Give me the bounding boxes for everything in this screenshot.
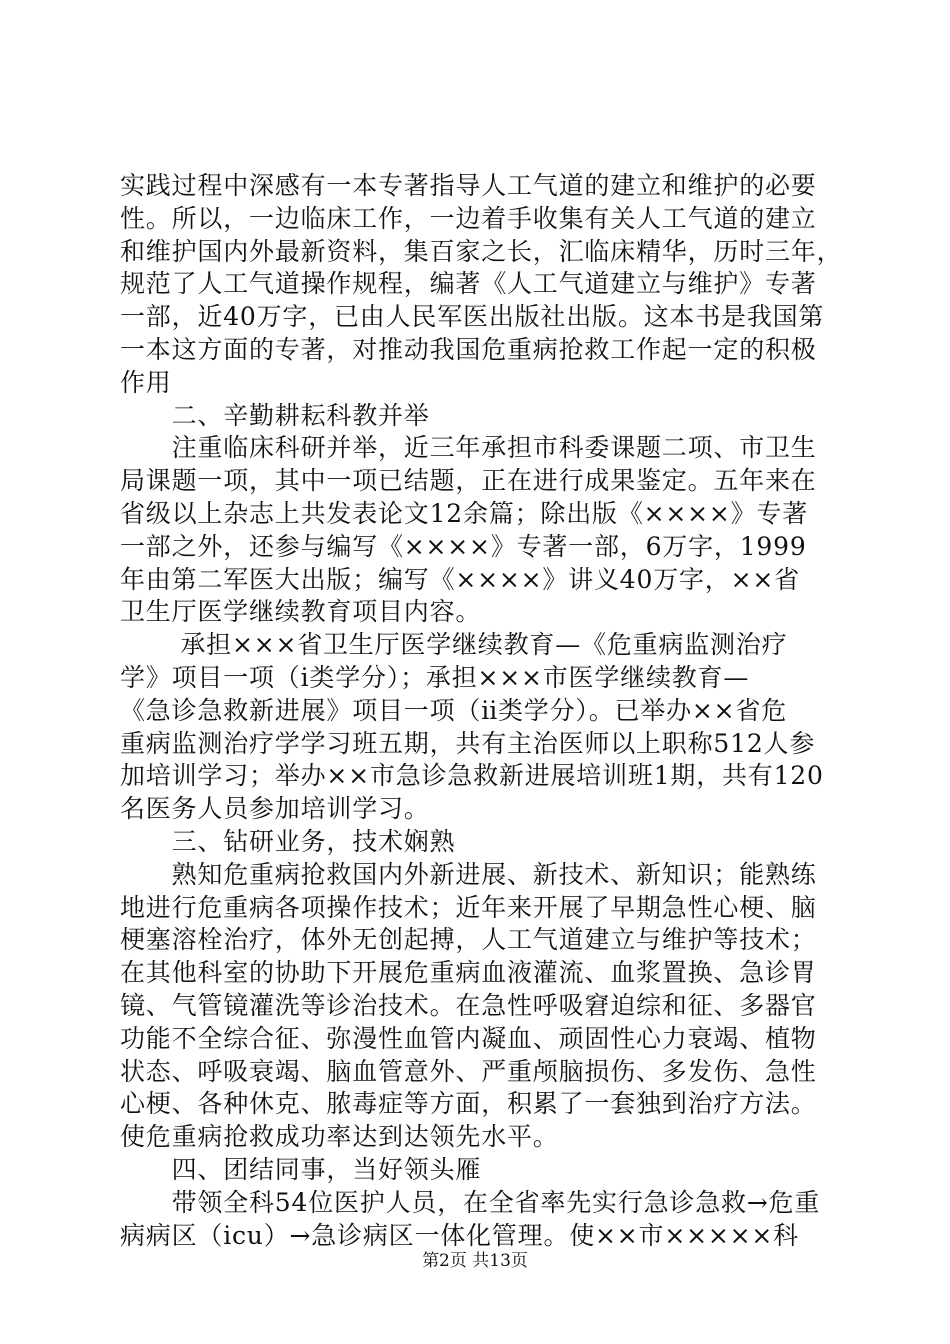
text-line: 注重临床科研并举，近三年承担市科委课题二项、市卫生 [120,433,817,463]
text-line: 地进行危重病各项操作技术；近年来开展了早期急性心梗、脑 [120,892,817,922]
text-line: 实践过程中深感有一本专著指导人工气道的建立和维护的必要 [120,171,817,200]
text-line: 重病监测治疗学学习班五期，共有主治医师以上职称512人参 [120,728,816,758]
text-line: 性。所以，一边临床工作，一边着手收集有关人工气道的建立 [120,203,817,233]
text-line: 四、团结同事，当好领头雁 [120,1154,482,1184]
text-line: 三、钻研业务，技术娴熟 [120,826,456,856]
text-line: 加培训学习；举办××市急诊急救新进展培训班1期，共有120 [120,761,824,791]
text-line: 一本这方面的专著，对推动我国危重病抢救工作起一定的积极 [120,334,817,364]
text-line: 名医务人员参加培训学习。 [120,794,430,824]
text-line: 一部，近40万字，已由人民军医出版社出版。这本书是我国第 [120,302,825,332]
text-line: 梗塞溶栓治疗，体外无创起搏，人工气道建立与维护等技术； [120,925,817,955]
text-line: 二、辛勤耕耘科教并举 [120,400,430,430]
text-line: 使危重病抢救成功率达到达领先水平。 [120,1122,559,1152]
text-line: 年由第二军医大出版；编写《××××》讲义40万字，××省 [120,564,800,594]
text-line: 省级以上杂志上共发表论文12余篇；除出版《××××》专著 [120,498,809,528]
text-line: 《急诊急救新进展》项目一项（ⅱ类学分）。已举办××省危 [120,695,787,725]
text-line: 承担×××省卫生厅医学继续教育—《危重病监测治疗 [120,630,788,660]
document-body [120,170,843,1252]
text-line: 作用 [120,367,172,397]
text-line: 镜、气管镜灌洗等诊治技术。在急性呼吸窘迫综和征、多器官 [120,990,817,1020]
text-line: 规范了人工气道操作规程，编著《人工气道建立与维护》专著 [120,269,817,299]
text-line: 病病区（icu）→急诊病区一体化管理。使××市×××××科 [120,1220,799,1250]
text-line: 带领全科54位医护人员，在全省率先实行急诊急救→危重 [120,1187,821,1217]
text-line: 一部之外，还参与编写《××××》专著一部，6万字，1999 [120,531,807,561]
text-line: 状态、呼吸衰竭、脑血管意外、严重颅脑损伤、多发伤、急性 [120,1056,817,1086]
text-line: 卫生厅医学继续教育项目内容。 [120,597,482,627]
text-line: 学》项目一项（ⅰ类学分）；承担×××市医学继续教育— [120,662,750,692]
text-line: 心梗、各种休克、脓毒症等方面，积累了一套独到治疗方法。 [120,1089,817,1119]
text-line: 在其他科室的协助下开展危重病血液灌流、血浆置换、急诊胃 [120,958,817,988]
text-line: 熟知危重病抢救国内外新进展、新技术、新知识；能熟练 [120,859,817,889]
text-line: 功能不全综合征、弥漫性血管内凝血、顽固性心力衰竭、植物 [120,1023,817,1053]
text-line: 和维护国内外最新资料，集百家之长，汇临床精华，历时三年， [120,236,843,266]
page-footer: 第2页 共13页 [422,1251,528,1271]
text-line: 局课题一项，其中一项已结题，正在进行成果鉴定。五年来在 [120,466,817,496]
